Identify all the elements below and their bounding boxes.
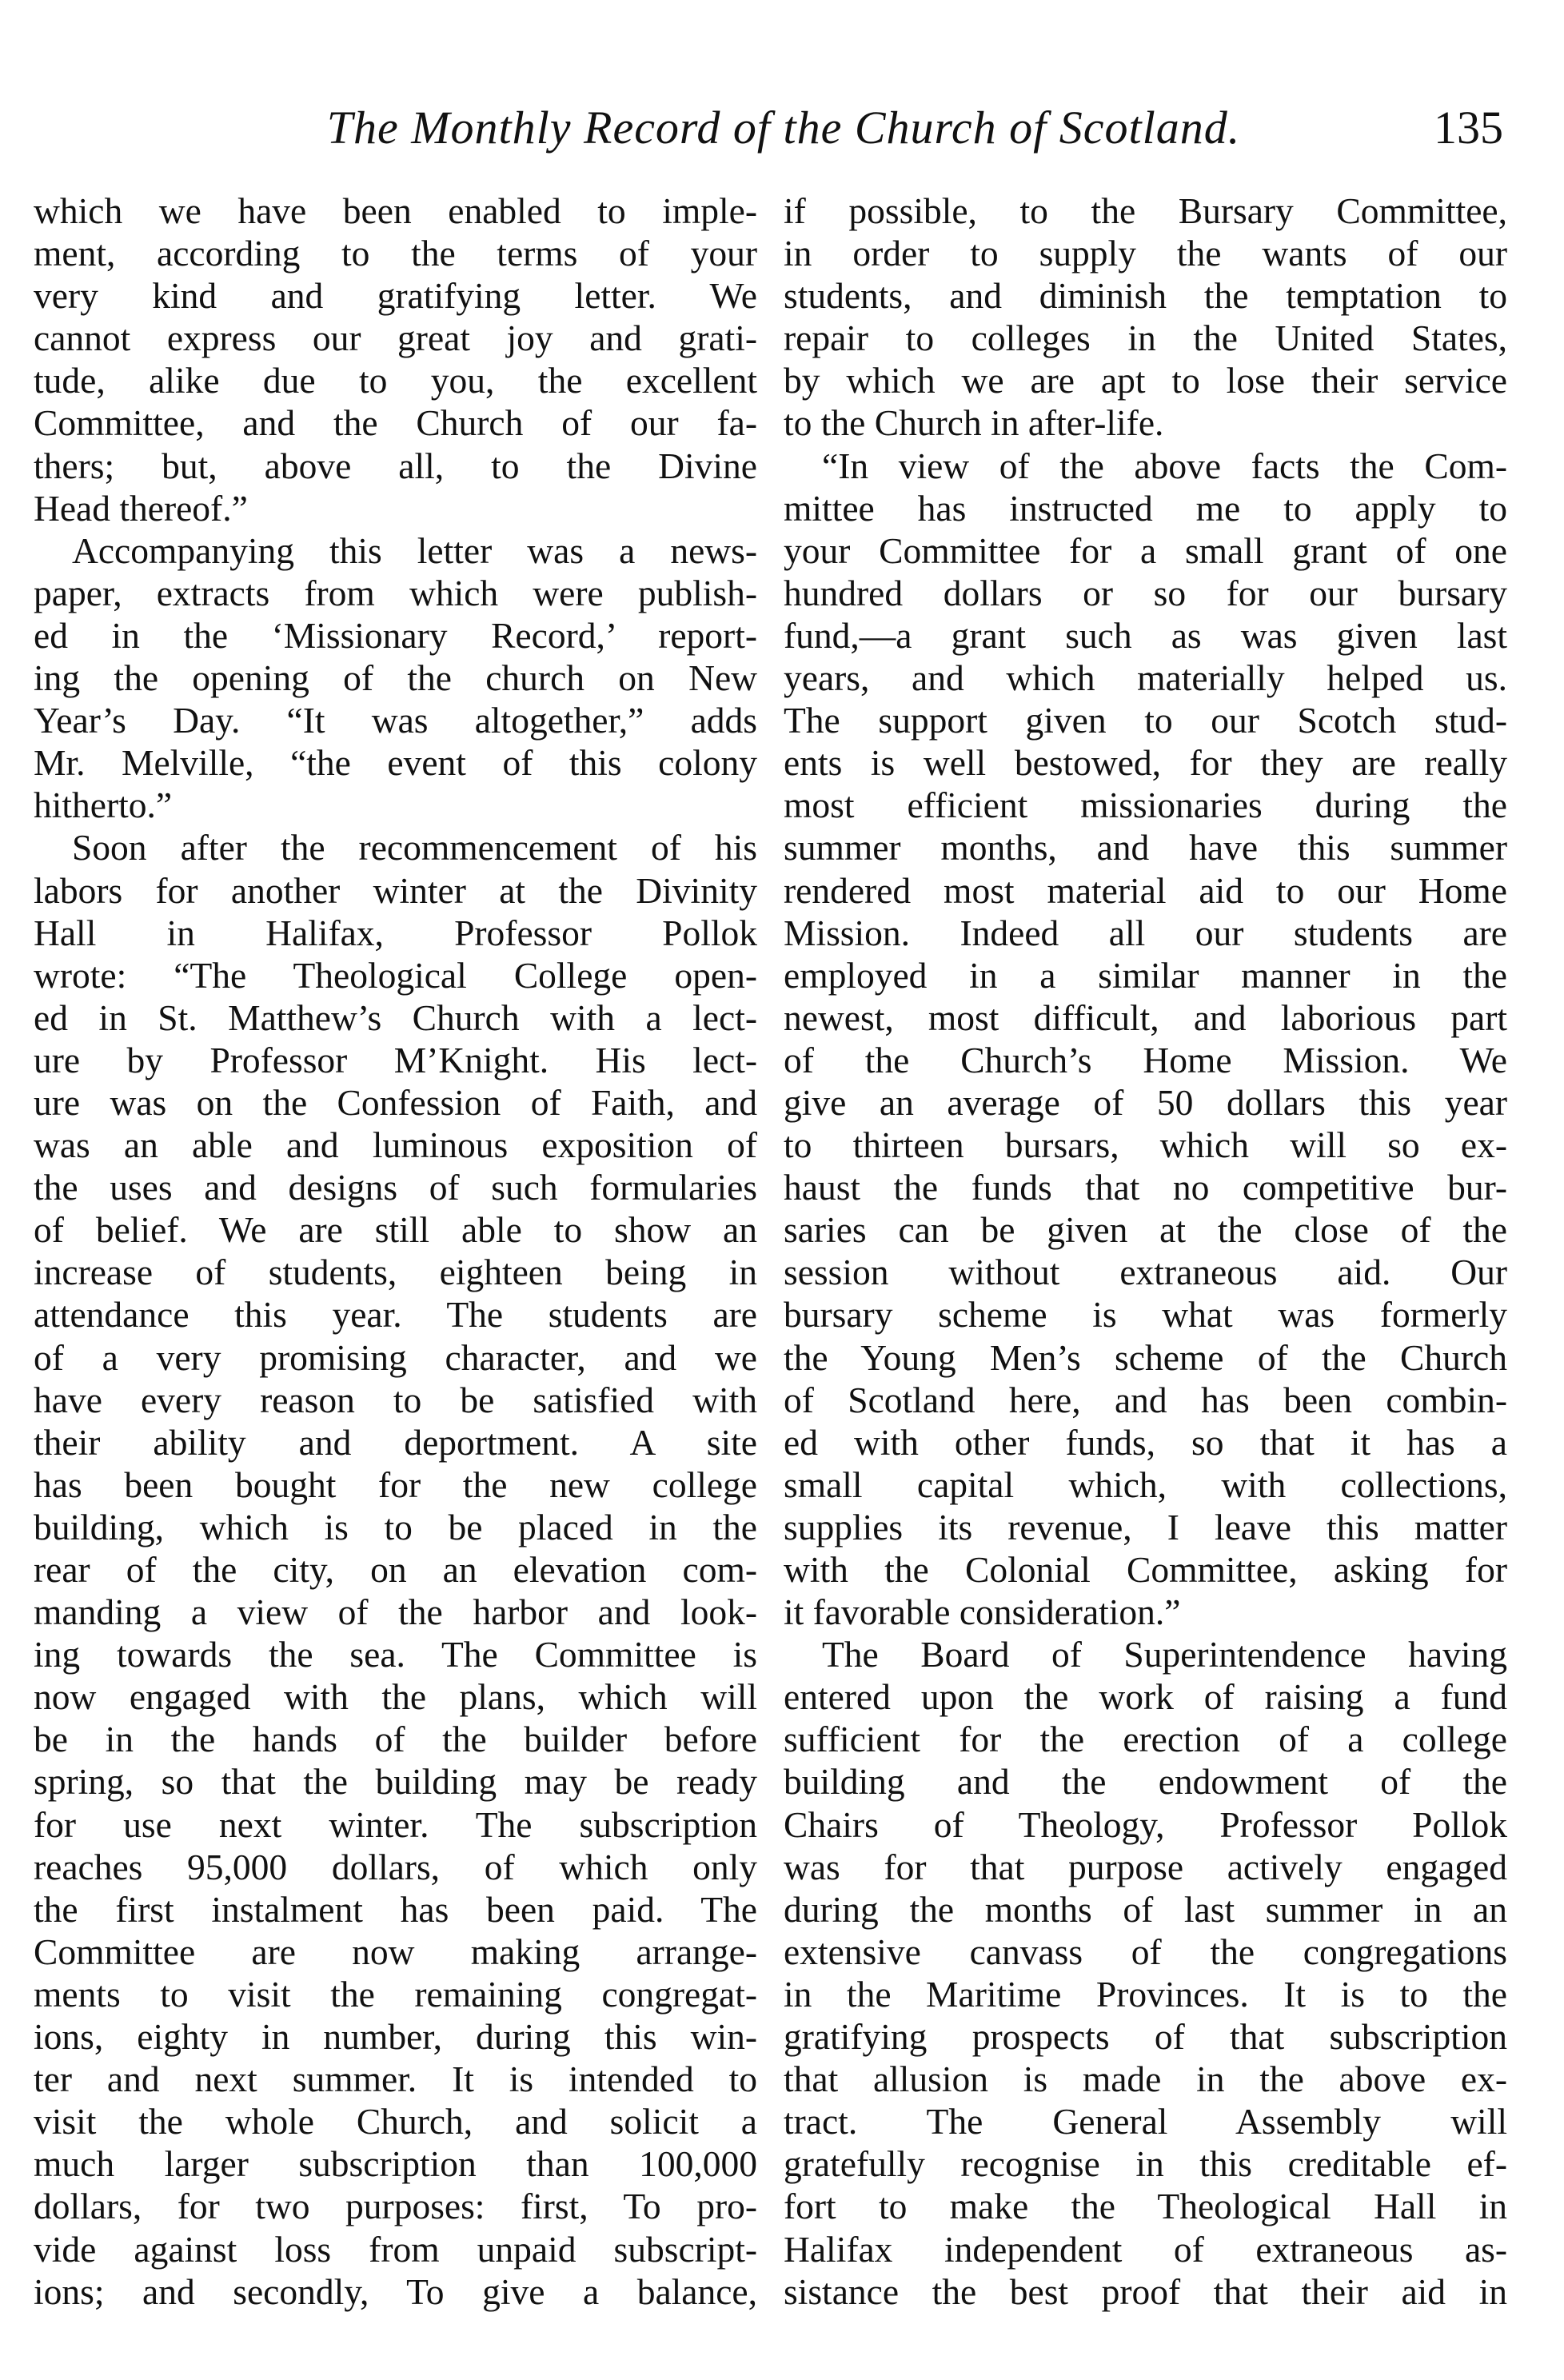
text-line: of Scotland here, and has been combin- [784, 1379, 1507, 1420]
text-line: dollars, for two purposes: first, To pro- [34, 2186, 757, 2227]
text-line: labors for another winter at the Divinity [34, 869, 757, 911]
text-line: ing the opening of the church on New [34, 657, 757, 699]
text-line: thers; but, above all, to the Divine [34, 445, 757, 486]
text-line: Chairs of Theology, Professor Pollok [784, 1803, 1507, 1845]
text-line: Year’s Day. “It was altogether,” adds [34, 700, 757, 741]
text-line: most efficient missionaries during the [784, 785, 1507, 826]
text-line: for use next winter. The subscription [34, 1803, 757, 1845]
text-line: fund,—a grant such as was given last [784, 614, 1507, 656]
text-line: by which we are apt to lose their service [784, 360, 1507, 401]
text-line: which we have been enabled to imple- [34, 190, 757, 231]
text-line: your Committee for a small grant of one [784, 529, 1507, 571]
text-line: tract. The General Assembly will [784, 2101, 1507, 2142]
text-line: The Board of Superintendence having [822, 1634, 1507, 1675]
text-line: sistance the best proof that their aid in [784, 2270, 1507, 2312]
text-line: wrote: “The Theological College open- [34, 954, 757, 996]
text-line: cannot express our great joy and grati- [34, 317, 757, 359]
text-line: Hall in Halifax, Professor Pollok [34, 912, 757, 953]
text-line: hundred dollars or so for our bursary [784, 572, 1507, 613]
text-line: visit the whole Church, and solicit a [34, 2101, 757, 2142]
text-line: increase of students, eighteen being in [34, 1252, 757, 1293]
text-line: give an average of 50 dollars this year [784, 1081, 1507, 1123]
text-line: building and the endowment of the [784, 1761, 1507, 1803]
text-line: ed in the ‘Missionary Record,’ report- [34, 614, 757, 656]
text-line: ing towards the sea. The Committee is [34, 1634, 757, 1675]
text-line: Mission. Indeed all our students are [784, 912, 1507, 953]
text-line: their ability and deportment. A site [34, 1421, 757, 1463]
text-line: during the months of last summer in an [784, 1888, 1507, 1930]
text-line: manding a view of the harbor and look- [34, 1591, 757, 1633]
page-header [0, 96, 1564, 160]
text-line: Committee are now making arrange- [34, 1931, 757, 1972]
text-line: repair to colleges in the United States, [784, 317, 1507, 359]
text-line: summer months, and have this summer [784, 827, 1507, 869]
text-line: fort to make the Theological Hall in [784, 2186, 1507, 2227]
text-line: bursary scheme is what was formerly [784, 1294, 1507, 1336]
text-line: ions; and secondly, To give a balance, [34, 2270, 757, 2312]
text-line: rear of the city, on an elevation com- [34, 1549, 757, 1590]
right-text-column [784, 190, 1507, 2313]
running-title: The Monthly Record of the Church of Scotland. [326, 102, 1241, 154]
text-line: in the Maritime Provinces. It is to the [784, 1973, 1507, 2015]
text-line: of the Church’s Home Mission. We [784, 1039, 1507, 1080]
text-line: newest, most difficult, and laborious part [784, 996, 1507, 1038]
text-line: be in the hands of the builder before [34, 1719, 757, 1760]
text-line: rendered most material aid to our Home [784, 869, 1507, 911]
text-line: Head thereof.” [34, 487, 248, 529]
text-line: ment, according to the terms of your [34, 233, 757, 274]
text-line: ure by Professor M’Knight. His lect- [34, 1039, 757, 1080]
text-line: have every reason to be satisfied with [34, 1379, 757, 1420]
text-line: supplies its revenue, I leave this matter [784, 1506, 1507, 1547]
text-line: employed in a similar manner in the [784, 954, 1507, 996]
text-line: of belief. We are still able to show an [34, 1209, 757, 1251]
text-line: to thirteen bursars, which will so ex- [784, 1124, 1507, 1166]
text-line: ed with other funds, so that it has a [784, 1421, 1507, 1463]
text-line: to the Church in after-life. [784, 402, 1164, 444]
text-line: ions, eighty in number, during this win- [34, 2016, 757, 2058]
text-line: ments to visit the remaining congregat- [34, 1973, 757, 2015]
text-line: if possible, to the Bursary Committee, [784, 190, 1507, 231]
text-line: Mr. Melville, “the event of this colony [34, 742, 757, 784]
text-line: the uses and designs of such formularies [34, 1167, 757, 1208]
text-line: in order to supply the wants of our [784, 233, 1507, 274]
text-line: sufficient for the erection of a college [784, 1719, 1507, 1760]
text-line: Accompanying this letter was a news- [72, 529, 757, 571]
text-line: haust the funds that no competitive bur- [784, 1167, 1507, 1208]
text-line: Halifax independent of extraneous as- [784, 2228, 1507, 2270]
text-line: students, and diminish the temptation to [784, 275, 1507, 317]
text-line: small capital which, with collections, [784, 1464, 1507, 1505]
text-line: extensive canvass of the congregations [784, 1931, 1507, 1972]
text-line: session without extraneous aid. Our [784, 1252, 1507, 1293]
text-line: of a very promising character, and we [34, 1336, 757, 1378]
text-line: mittee has instructed me to apply to [784, 487, 1507, 529]
text-line: years, and which materially helped us. [784, 657, 1507, 699]
text-line: now engaged with the plans, which will [34, 1676, 757, 1718]
text-line: the Young Men’s scheme of the Church [784, 1336, 1507, 1378]
text-line: with the Colonial Committee, asking for [784, 1549, 1507, 1590]
text-line: paper, extracts from which were publish- [34, 572, 757, 613]
text-line: spring, so that the building may be ready [34, 1761, 757, 1803]
page-number: 135 [1434, 102, 1503, 154]
text-line: ure was on the Confession of Faith, and [34, 1081, 757, 1123]
text-line: much larger subscription than 100,000 [34, 2143, 757, 2185]
text-line: has been bought for the new college [34, 1464, 757, 1505]
text-line: The support given to our Scotch stud- [784, 700, 1507, 741]
left-text-column [34, 190, 757, 2313]
text-line: building, which is to be placed in the [34, 1506, 757, 1547]
text-line: attendance this year. The students are [34, 1294, 757, 1336]
text-line: saries can be given at the close of the [784, 1209, 1507, 1251]
text-line: “In view of the above facts the Com- [822, 445, 1507, 486]
text-line: the first instalment has been paid. The [34, 1888, 757, 1930]
text-line: very kind and gratifying letter. We [34, 275, 757, 317]
text-line: it favorable consideration.” [784, 1591, 1181, 1633]
text-line: ents is well bestowed, for they are really [784, 742, 1507, 784]
text-line: vide against loss from unpaid subscript- [34, 2228, 757, 2270]
text-line: hitherto.” [34, 785, 173, 826]
text-line: reaches 95,000 dollars, of which only [34, 1846, 757, 1887]
text-line: that allusion is made in the above ex- [784, 2059, 1507, 2100]
text-line: Committee, and the Church of our fa- [34, 402, 757, 444]
text-line: ter and next summer. It is intended to [34, 2059, 757, 2100]
text-line: gratifying prospects of that subscription [784, 2016, 1507, 2058]
text-line: tude, alike due to you, the excellent [34, 360, 757, 401]
text-line: was for that purpose actively engaged [784, 1846, 1507, 1887]
text-line: entered upon the work of raising a fund [784, 1676, 1507, 1718]
text-line: Soon after the recommencement of his [72, 827, 757, 869]
text-line: was an able and luminous exposition of [34, 1124, 757, 1166]
text-line: gratefully recognise in this creditable ef- [784, 2143, 1507, 2185]
text-line: ed in St. Matthew’s Church with a lect- [34, 996, 757, 1038]
